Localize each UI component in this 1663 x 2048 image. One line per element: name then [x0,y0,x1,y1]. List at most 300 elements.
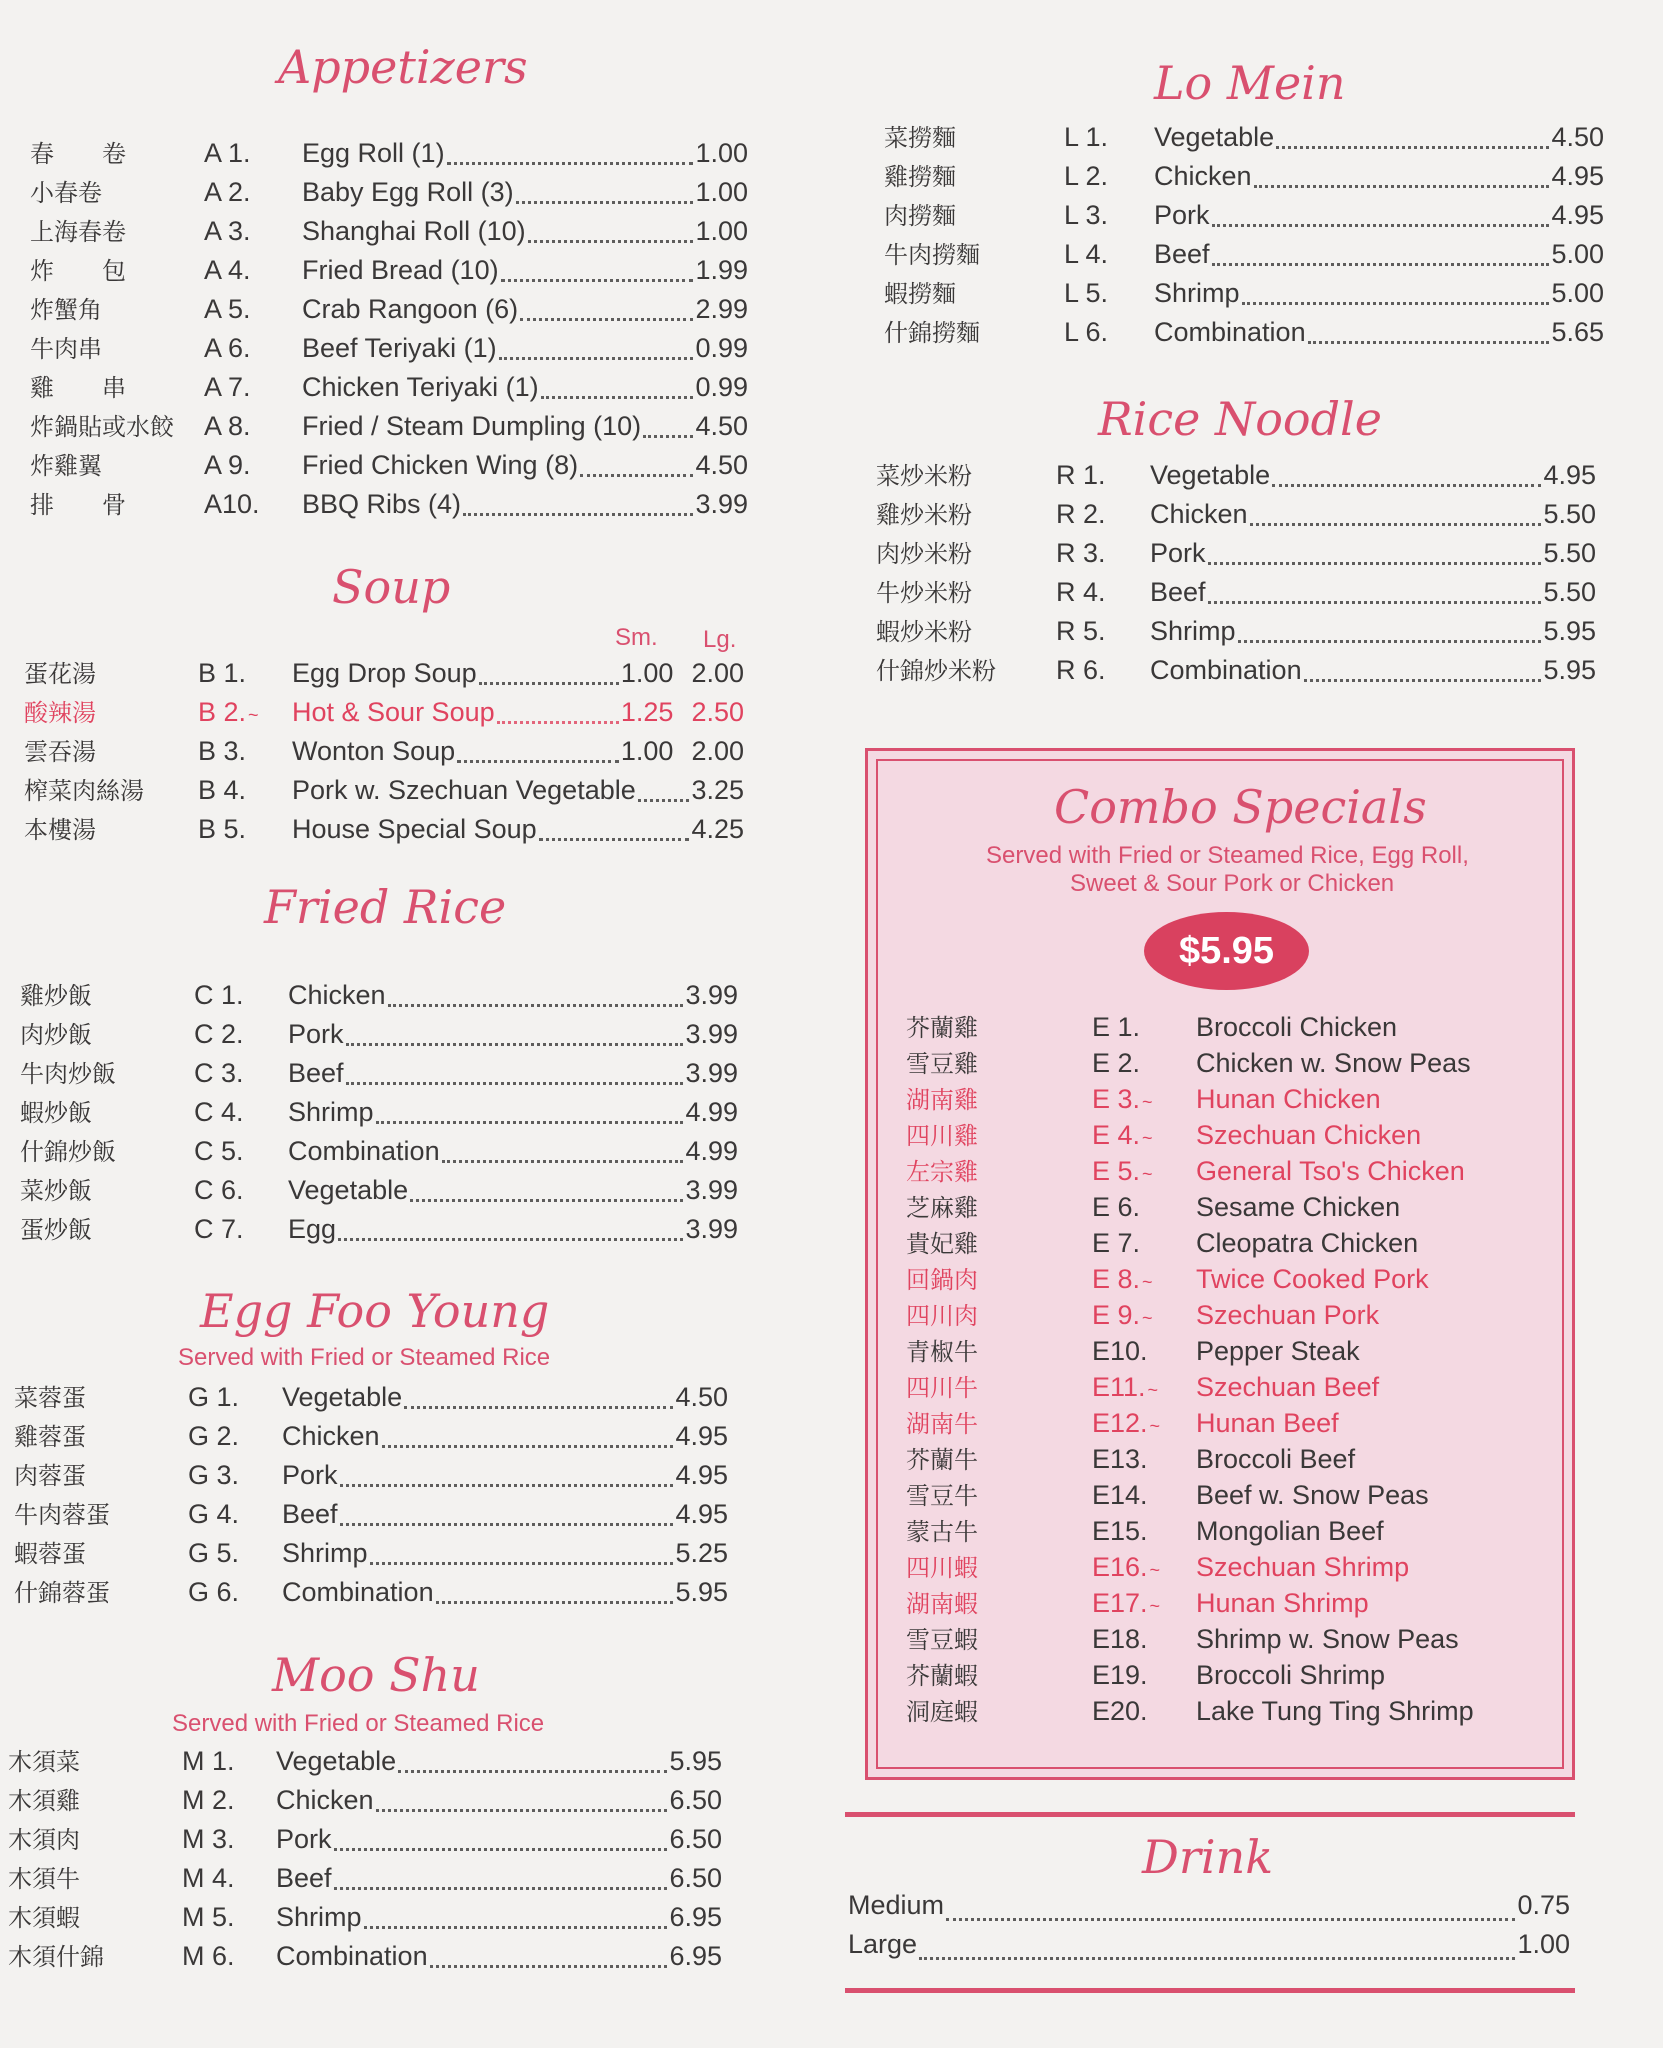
menu-item-row [848,1929,1570,1968]
item-name: Combination [1150,655,1302,685]
menu-item-row [906,1368,1546,1404]
menu-item-row [884,313,1604,352]
item-code [1092,1552,1196,1583]
item-code [1092,1084,1196,1115]
menu-item-row [906,1044,1546,1080]
item-name: Beef [288,1058,344,1088]
soup-title: Soup [332,560,451,614]
item-price: 5.50 [1543,499,1596,529]
item-code: G 6. [188,1577,240,1607]
item-price: 3.99 [685,1214,738,1244]
item-name: Pork w. Szechuan Vegetable [292,775,636,805]
moo-shu-list [8,1742,722,1976]
item-price: 4.50 [695,411,748,441]
chinese-name: 木須蝦 [8,1904,80,1932]
item-price: 4.95 [675,1460,728,1490]
item-name: Beef [282,1499,338,1529]
chinese-name: 牛肉炒飯 [20,1060,116,1088]
chinese-name: 木須肉 [8,1826,80,1854]
leader-dots [1212,263,1550,266]
item-code: E 1. [1092,1012,1141,1042]
chinese-name: 雲吞湯 [24,738,96,766]
item-name: General Tso's Chicken [1196,1156,1465,1186]
menu-item-row [14,1417,728,1456]
item-price: 5.95 [675,1577,728,1607]
item-price-large: 2.00 [691,736,744,766]
item-name: Vegetable [288,1175,409,1205]
item-code: C 2. [194,1019,244,1049]
menu-item-row [884,235,1604,274]
item-name: Beef w. Snow Peas [1196,1480,1429,1510]
item-name: Lake Tung Ting Shrimp [1196,1696,1474,1726]
chinese-name: 木須菜 [8,1748,80,1776]
item-code [1092,1408,1196,1439]
item-name: Combination [282,1577,434,1607]
chinese-name: 蒙古牛 [906,1518,978,1546]
menu-item-row [20,1132,738,1171]
item-code [198,697,292,728]
chinese-name: 木須牛 [8,1865,80,1893]
item-price: 0.99 [695,333,748,363]
chinese-name: 芥蘭牛 [906,1446,978,1474]
item-code: R 5. [1056,616,1106,646]
leader-dots [388,1004,684,1007]
item-code [1092,1300,1196,1331]
menu-item-row [848,1890,1570,1929]
menu-item-row [30,134,748,173]
item-price: 3.99 [685,1175,738,1205]
chinese-name: 雞炒米粉 [876,501,972,529]
item-code: E18. [1092,1624,1148,1654]
item-name: Beef [276,1863,332,1893]
chinese-name: 木須雞 [8,1787,80,1815]
item-code: A 8. [204,411,251,441]
item-price-large: 2.00 [691,658,744,688]
item-code: A 7. [204,372,251,402]
item-name: Broccoli Shrimp [1196,1660,1386,1690]
menu-item-row [884,118,1604,157]
menu-item-row [20,1093,738,1132]
item-code: G 5. [188,1538,240,1568]
leader-dots [442,1160,684,1163]
menu-item-row [884,274,1604,313]
item-name: Broccoli Chicken [1196,1012,1398,1042]
menu-item-row [906,1476,1546,1512]
item-code: E 2. [1092,1048,1141,1078]
item-code: L 1. [1064,122,1109,152]
chinese-name: 芝麻雞 [906,1194,978,1222]
chinese-name: 肉蓉蛋 [14,1462,86,1490]
drink-bottom-rule [845,1988,1575,1993]
item-name: Baby Egg Roll (3) [302,177,514,207]
leader-dots [520,318,693,321]
combo-specials-title: Combo Specials [1054,780,1427,834]
item-code-text: E 3. [1092,1084,1141,1114]
menu-item-row [8,1820,722,1859]
menu-item-row [884,157,1604,196]
item-name: Combination [288,1136,440,1166]
item-name: Crab Rangoon (6) [302,294,519,324]
chinese-name: 牛肉串 [30,335,102,363]
item-name: Hunan Shrimp [1196,1588,1369,1618]
chinese-name: 湖南蝦 [906,1590,978,1618]
menu-item-row [20,976,738,1015]
chinese-name: 青椒牛 [906,1338,978,1366]
menu-item-row [20,1015,738,1054]
item-price: 3.99 [685,980,738,1010]
chinese-name: 雞 串 [30,374,126,402]
leader-dots [370,1562,674,1565]
chinese-name: 蝦蓉蛋 [14,1540,86,1568]
chinese-name: 蛋花湯 [24,660,96,688]
item-name: Beef [1154,239,1210,269]
chinese-name: 肉撈麵 [884,202,956,230]
item-name: Egg [288,1214,337,1244]
item-price: 1.00 [695,177,748,207]
item-price: 6.95 [669,1902,722,1932]
leader-dots [501,279,694,282]
chinese-name: 肉炒米粉 [876,540,972,568]
item-code: C 6. [194,1175,244,1205]
chinese-name: 芥蘭雞 [906,1014,978,1042]
menu-item-row [906,1224,1546,1260]
item-price: 4.95 [675,1499,728,1529]
menu-item-row [14,1534,728,1573]
item-price: 1.25 [620,697,674,727]
chinese-name: 酸辣湯 [24,699,96,727]
lo-mein-list [884,118,1604,352]
leader-dots [643,435,693,438]
item-code: A 2. [204,177,251,207]
fried-rice-title: Fried Rice [264,880,507,934]
item-price: 4.25 [691,814,744,844]
leader-dots [1208,601,1542,604]
leader-dots [398,1770,667,1773]
chili-pepper-icon: ~ [1142,1128,1153,1148]
menu-item-row [8,1898,722,1937]
menu-item-row [876,534,1596,573]
item-name: Cleopatra Chicken [1196,1228,1419,1258]
item-name: Hunan Chicken [1196,1084,1381,1114]
chinese-name: 雪豆雞 [906,1050,978,1078]
leader-dots [447,162,694,165]
item-code: R 2. [1056,499,1106,529]
item-code: L 5. [1064,278,1109,308]
menu-item-row [30,173,748,212]
menu-item-row [876,456,1596,495]
soup-sm-label: Sm. [615,624,658,651]
rice-noodle-list [876,456,1596,690]
menu-item-row [20,1210,738,1249]
chinese-name: 牛肉撈麵 [884,241,980,269]
item-code: L 2. [1064,161,1109,191]
item-name: Beef Teriyaki (1) [302,333,497,363]
egg-foo-young-subtitle: Served with Fried or Steamed Rice [178,1344,551,1371]
item-code: E10. [1092,1336,1148,1366]
item-price: 1.00 [620,658,674,688]
menu-item-row [8,1742,722,1781]
item-code: G 4. [188,1499,240,1529]
menu-item-row [20,1171,738,1210]
leader-dots [1212,224,1550,227]
item-name: Vegetable [276,1746,397,1776]
item-code: A 3. [204,216,251,246]
item-code-text: E 9. [1092,1300,1141,1330]
item-name: Pork [1150,538,1206,568]
item-code: E20. [1092,1696,1148,1726]
chinese-name: 四川肉 [906,1302,978,1330]
combo-subtitle-line2: Sweet & Sour Pork or Chicken [1070,870,1395,897]
leader-dots [946,1918,1515,1921]
item-code: C 3. [194,1058,244,1088]
chili-pepper-icon: ~ [1142,1092,1153,1112]
chinese-name: 四川雞 [906,1122,978,1150]
menu-item-row [906,1296,1546,1332]
item-code: E15. [1092,1516,1148,1546]
item-code [1092,1372,1196,1403]
chinese-name: 湖南雞 [906,1086,978,1114]
item-price: 1.00 [695,216,748,246]
item-name: Hot & Sour Soup [292,697,495,727]
chinese-name: 菜撈麵 [884,124,956,152]
item-code: M 4. [182,1863,235,1893]
item-name: Chicken [1154,161,1252,191]
menu-item-row [30,290,748,329]
item-code: A 1. [204,138,251,168]
item-name: Egg Drop Soup [292,658,477,688]
leader-dots [340,1484,674,1487]
combo-list [906,1008,1546,1728]
item-price: 6.50 [669,1785,722,1815]
leader-dots [338,1238,683,1241]
item-price: 3.99 [685,1019,738,1049]
leader-dots [463,513,693,516]
leader-dots [436,1601,674,1604]
item-code: R 6. [1056,655,1106,685]
item-price: 6.95 [669,1941,722,1971]
leader-dots [1272,484,1541,487]
menu-item-row [906,1260,1546,1296]
menu-item-row [20,1054,738,1093]
item-code: G 1. [188,1382,240,1412]
leader-dots [497,721,619,724]
item-name: BBQ Ribs (4) [302,489,462,519]
leader-dots [334,1848,668,1851]
chinese-name: 炸蟹角 [30,296,102,324]
chinese-name: 蝦炒米粉 [876,618,972,646]
chinese-name: 炸鍋貼或水餃 [30,413,174,441]
item-price: 4.99 [685,1136,738,1166]
chinese-name: 雞炒飯 [20,982,92,1010]
item-code: G 3. [188,1460,240,1490]
menu-item-row [906,1620,1546,1656]
item-code: M 6. [182,1941,235,1971]
menu-item-row [30,446,748,485]
item-code: B 3. [198,736,247,766]
item-price-large: 2.50 [691,697,744,727]
drink-title: Drink [1142,1830,1274,1884]
item-name: Chicken Teriyaki (1) [302,372,539,402]
item-code: M 1. [182,1746,235,1776]
chinese-name: 牛炒米粉 [876,579,972,607]
chinese-name: 雪豆蝦 [906,1626,978,1654]
leader-dots [1208,562,1542,565]
chili-pepper-icon: ~ [1149,1560,1161,1580]
moo-shu-title: Moo Shu [272,1648,480,1702]
item-price: 4.95 [675,1421,728,1451]
item-name: Hunan Beef [1196,1408,1339,1438]
chinese-name: 什錦炒飯 [20,1138,116,1166]
item-code: A 9. [204,450,251,480]
item-price: 1.00 [620,736,674,766]
item-code: R 3. [1056,538,1106,568]
item-name: Shrimp [276,1902,362,1932]
menu-item-row [30,407,748,446]
item-code: A 6. [204,333,251,363]
item-price: 6.50 [669,1824,722,1854]
item-name: Twice Cooked Pork [1196,1264,1429,1294]
item-price: 2.99 [695,294,748,324]
chinese-name: 蝦撈麵 [884,280,956,308]
appetizers-list [30,134,748,524]
chinese-name: 排 骨 [30,491,126,519]
item-name: Chicken [288,980,386,1010]
menu-item-row [14,1495,728,1534]
chinese-name: 洞庭蝦 [906,1698,978,1726]
menu-item-row [30,485,748,524]
chinese-name: 回鍋肉 [906,1266,978,1294]
item-code: G 2. [188,1421,240,1451]
menu-item-row [906,1332,1546,1368]
chinese-name: 四川牛 [906,1374,978,1402]
item-price: 1.00 [1517,1929,1570,1959]
leader-dots [1250,523,1542,526]
item-name: Pepper Steak [1196,1336,1360,1366]
chinese-name: 炸 包 [30,257,126,285]
egg-foo-young-list [14,1378,728,1612]
menu-item-row [14,1378,728,1417]
menu-item-row [906,1548,1546,1584]
item-code [1092,1588,1196,1619]
soup-list [24,654,744,849]
item-code-text: E17. [1092,1588,1148,1618]
combo-subtitle-line1: Served with Fried or Steamed Rice, Egg Roll, [986,842,1469,869]
item-name: Shrimp [282,1538,368,1568]
menu-item-row [906,1008,1546,1044]
item-code: E 6. [1092,1192,1141,1222]
item-code: E14. [1092,1480,1148,1510]
moo-shu-subtitle: Served with Fried or Steamed Rice [172,1710,545,1737]
item-price: 1.99 [695,255,748,285]
item-name: Pork [276,1824,332,1854]
soup-lg-label: Lg. [703,626,737,653]
chinese-name: 什錦蓉蛋 [14,1579,110,1607]
chinese-name: 小春卷 [30,179,102,207]
leader-dots [541,396,694,399]
chinese-name: 湖南牛 [906,1410,978,1438]
leader-dots [1238,640,1542,643]
item-code [1092,1264,1196,1295]
item-code-text: E 4. [1092,1120,1141,1150]
menu-item-row [30,251,748,290]
chinese-name: 什錦撈麵 [884,319,980,347]
chinese-name: 榨菜肉絲湯 [24,777,144,805]
rice-noodle-title: Rice Noodle [1098,392,1382,446]
menu-item-row [906,1116,1546,1152]
menu-item-row [906,1440,1546,1476]
item-name: Large [848,1929,918,1959]
item-name: Vegetable [282,1382,403,1412]
leader-dots [479,682,619,685]
menu-item-row [24,771,744,810]
menu-item-row [24,654,744,693]
leader-dots [404,1406,673,1409]
item-price: 0.75 [1517,1890,1570,1920]
item-name: Beef [1150,577,1206,607]
chinese-name: 菜炒米粉 [876,462,972,490]
menu-item-row [906,1584,1546,1620]
item-code: C 7. [194,1214,244,1244]
item-code-text: E12. [1092,1408,1148,1438]
leader-dots [340,1523,674,1526]
item-name: Shrimp [1150,616,1236,646]
chinese-name: 春 卷 [30,140,126,168]
item-price: 5.95 [1543,655,1596,685]
leader-dots [638,799,690,802]
item-price: 4.50 [675,1382,728,1412]
item-code: R 4. [1056,577,1106,607]
item-name: House Special Soup [292,814,537,844]
item-price: 4.50 [695,450,748,480]
chili-pepper-icon: ~ [248,705,259,725]
item-code-text: E11. [1092,1372,1146,1402]
item-name: Fried Chicken Wing (8) [302,450,579,480]
chinese-name: 本樓湯 [24,816,96,844]
item-price: 5.50 [1543,538,1596,568]
chili-pepper-icon: ~ [1147,1380,1159,1400]
item-code-text: E 8. [1092,1264,1141,1294]
chinese-name: 菜炒飯 [20,1177,92,1205]
chinese-name: 左宗雞 [906,1158,978,1186]
item-code [1092,1156,1196,1187]
item-price: 5.00 [1551,278,1604,308]
item-price: 4.95 [1551,161,1604,191]
item-name: Pork [282,1460,338,1490]
leader-dots [346,1043,684,1046]
item-code: M 5. [182,1902,235,1932]
chinese-name: 蛋炒飯 [20,1216,92,1244]
chinese-name: 雪豆牛 [906,1482,978,1510]
leader-dots [1308,341,1550,344]
item-name: Shrimp w. Snow Peas [1196,1624,1459,1654]
item-price: 5.95 [1543,616,1596,646]
item-name: Broccoli Beef [1196,1444,1356,1474]
item-price: 4.50 [1551,122,1604,152]
chili-pepper-icon: ~ [1142,1308,1153,1328]
drink-list [848,1890,1570,1968]
item-code: C 1. [194,980,244,1010]
item-code: M 2. [182,1785,235,1815]
leader-dots [376,1121,684,1124]
item-code: E13. [1092,1444,1148,1474]
appetizers-title: Appetizers [278,40,528,94]
item-name: Shrimp [1154,278,1240,308]
item-code: L 6. [1064,317,1109,347]
item-price: 4.95 [1551,200,1604,230]
leader-dots [334,1887,668,1890]
item-code: B 4. [198,775,247,805]
leader-dots [1276,146,1549,149]
